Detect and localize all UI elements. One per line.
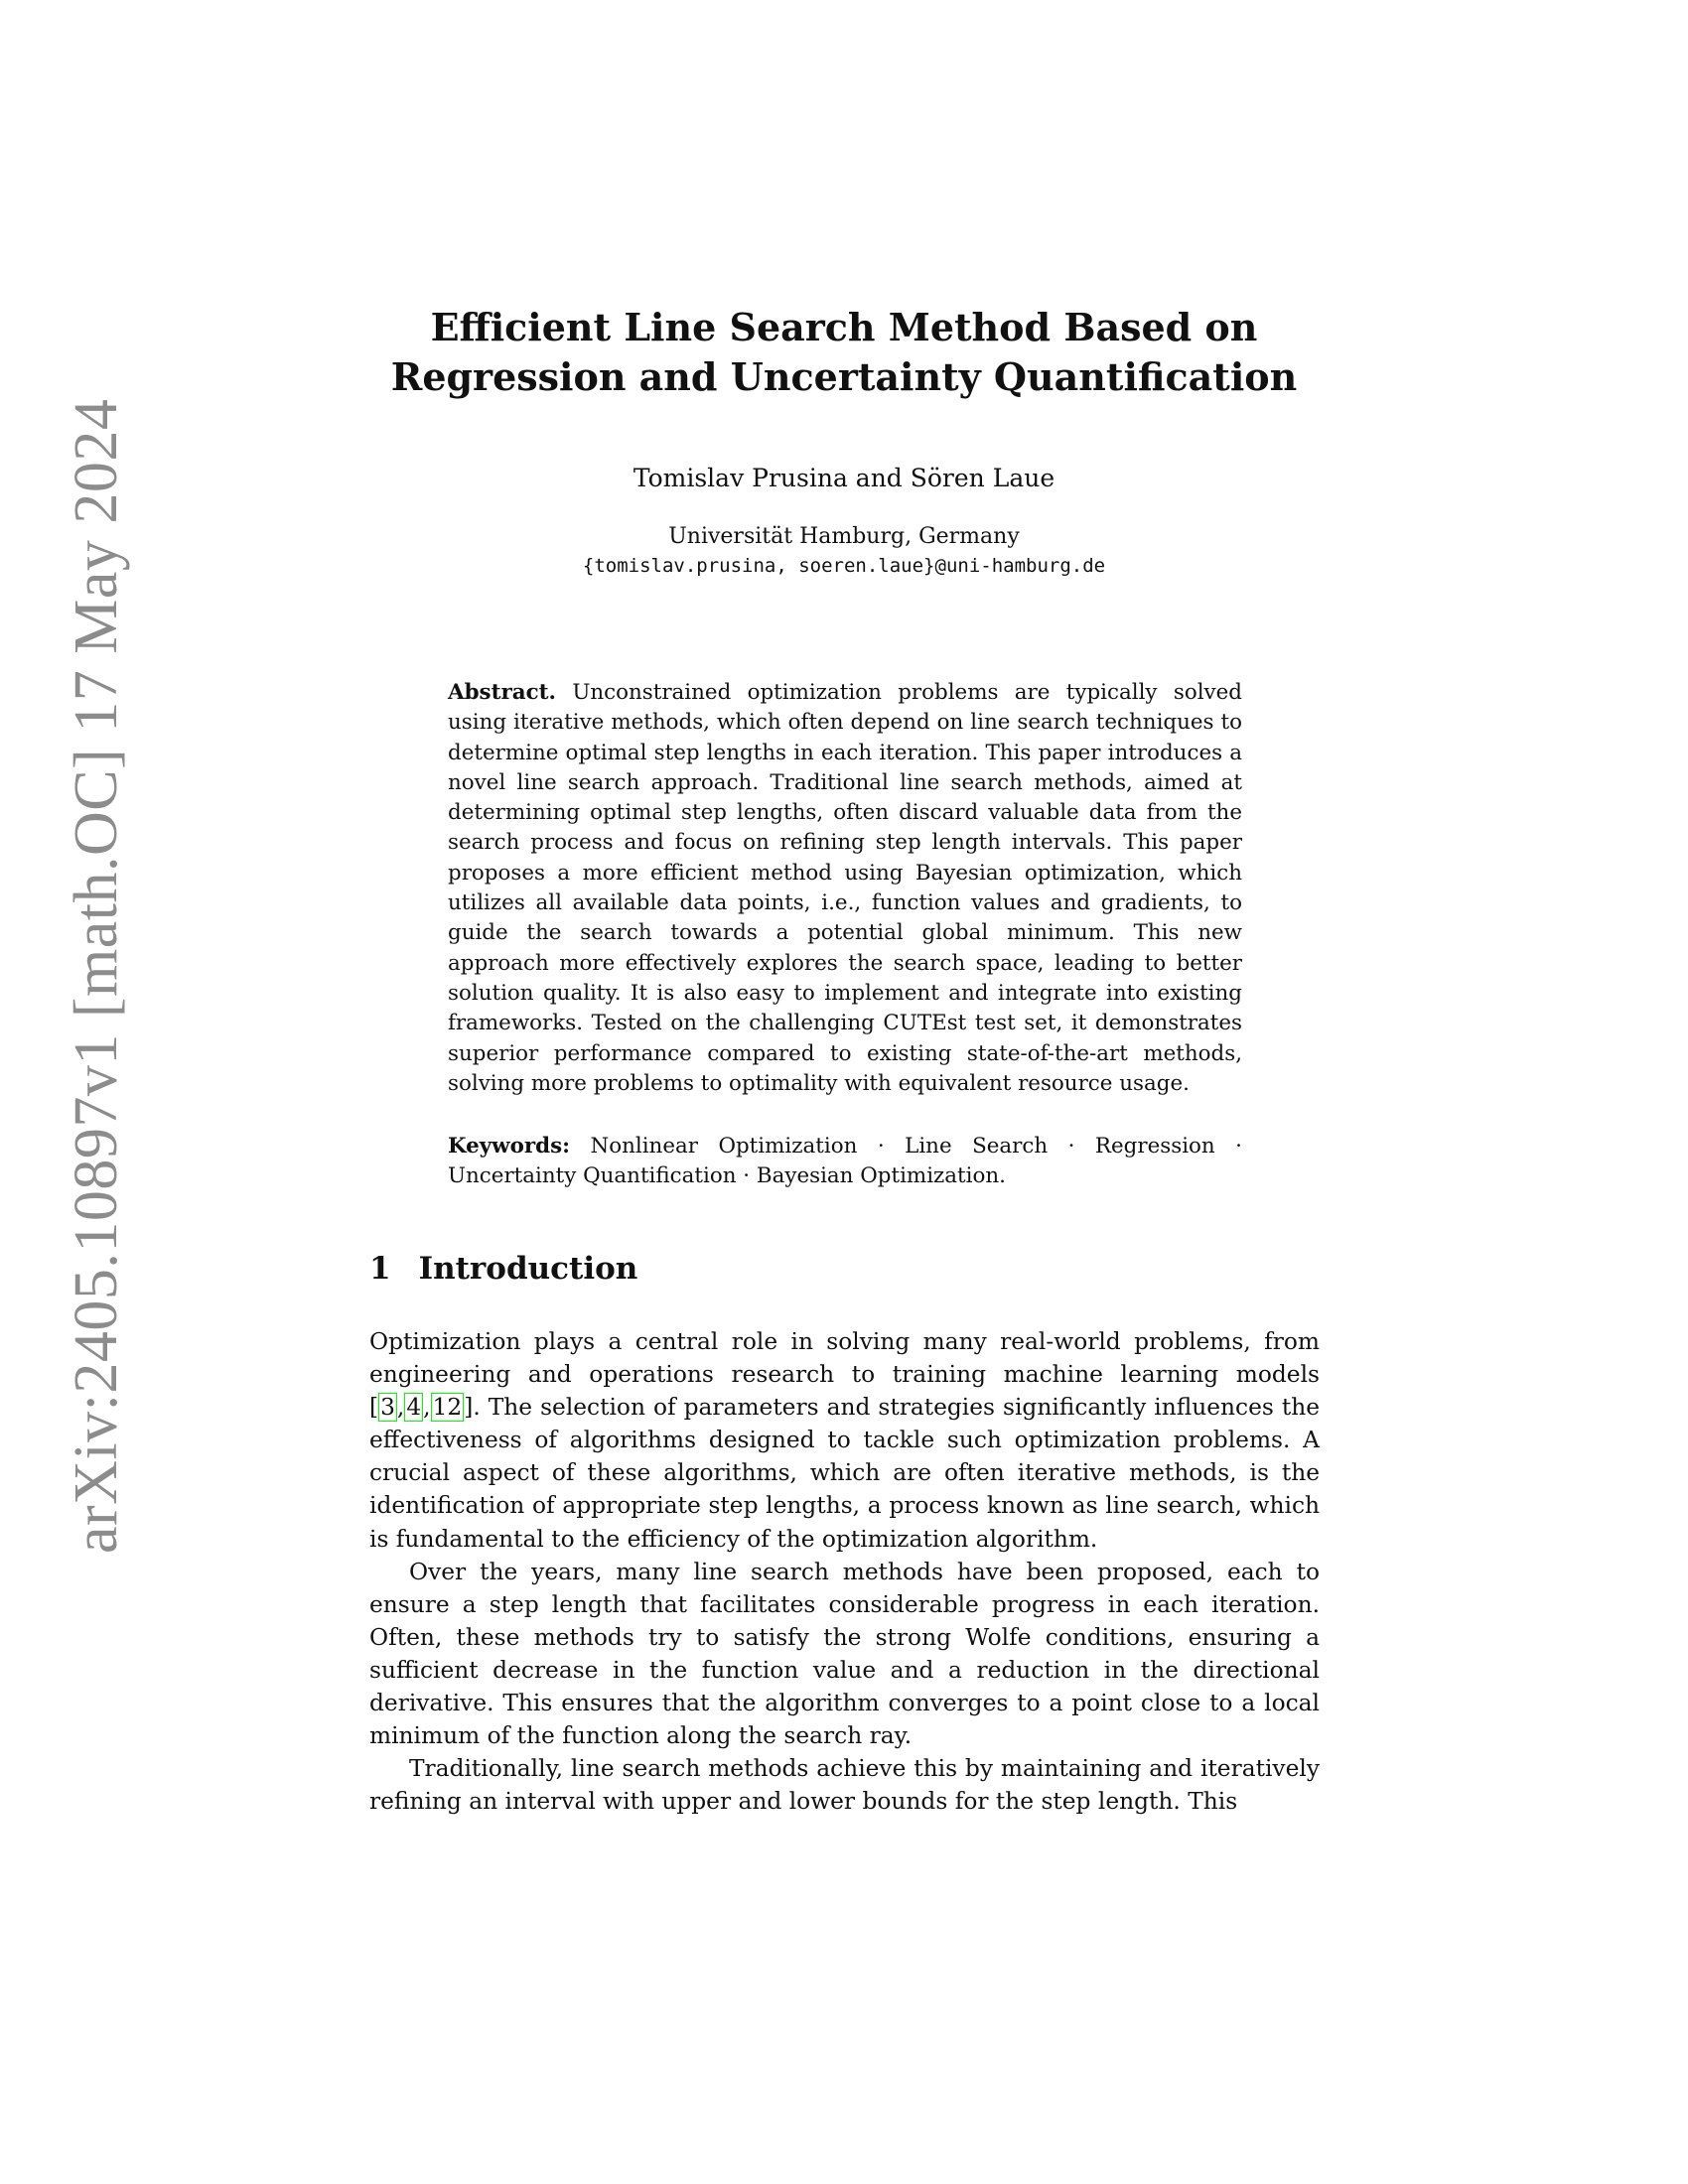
- intro-paragraph-3: Traditionally, line search methods achieve this by maintaining and iteratively refining an interval with upper and lower bounds for the step length. This: [369, 1755, 1320, 1816]
- citation-link-12[interactable]: 12: [432, 1394, 463, 1422]
- keywords-label: Keywords:: [448, 1134, 571, 1159]
- citation-link-4[interactable]: 4: [406, 1394, 422, 1422]
- author-email[interactable]: {tomislav.prusina, soeren.laue}@uni-hamburg.de: [582, 555, 1106, 577]
- intro-p1-text-b: . The selection of parameters and strategies significantly influences the effectiveness of algorithms designed to tackle such optimization problems. A crucial aspect of these algorithms, which are often iterative methods, is the identification of appropriate step lengths, a process known as line search, which is fundamental to the efficiency of the optimization algorithm.: [369, 1394, 1320, 1553]
- arxiv-identifier-stamp: arXiv:2405.10897v1 [math.OC] 17 May 2024: [63, 398, 130, 1554]
- intro-p1-text-a: Optimization plays a central role in solving many real-world problems, from engineering and operations research to training machine learning models: [369, 1328, 1320, 1389]
- intro-paragraph-1: Optimization plays a central role in solving many real-world problems, from engineering and operations research to training machine learning models [3,4,12]. The selection of parameters and strategies significantly influences the effectiveness of algorithms designed to tackle such optimization problems. A crucial aspect of these algorithms, which are often iterative methods, is the identification of appropriate step lengths, a process known as line search, which is fundamental to the efficiency of the optimization algorithm.: [369, 1328, 1320, 1553]
- author-list: Tomislav Prusina and Sören Laue: [633, 464, 1055, 492]
- author-affiliation: Universität Hamburg, Germany: [668, 524, 1020, 549]
- section-heading-introduction: [369, 1251, 637, 1287]
- intro-paragraph-2: Over the years, many line search methods have been proposed, each to ensure a step length that facilitates considerable progress in each iteration. Often, these methods try to satisfy the strong Wolfe conditions, ensuring a sufficient decrease in the function value and a reduction in the directional derivative. This ensures that the algorithm converges to a point close to a local minimum of the function along the search ray.: [369, 1558, 1320, 1750]
- abstract-text: Unconstrained optimization problems are typically solved using iterative methods, which often depend on line search techniques to determine optimal step lengths in each iteration. This paper introduces a novel line search approach. Traditional line search methods, aimed at determining optimal step lengths, often discard valuable data from the search process and focus on refining step length intervals. This paper proposes a more efficient method using Bayesian optimization, which utilizes all available data points, i.e., function values and gradients, to guide the search towards a potential global minimum. This new approach more effectively explores the search space, leading to better solution quality. It is also easy to implement and integrate into existing frameworks. Tested on the challenging CUTEst test set, it demonstrates superior performance compared to existing state-of-the-art methods, solving more problems to optimality with equivalent resource usage.: [448, 680, 1242, 1096]
- paper-title: [357, 303, 1331, 402]
- citation-link-3[interactable]: 3: [380, 1394, 395, 1422]
- section-number: 1: [369, 1251, 391, 1287]
- abstract-label: Abstract.: [448, 680, 556, 705]
- introduction-body: [369, 1325, 1320, 1818]
- title-line-2: Regression and Uncertainty Quantification: [390, 354, 1298, 399]
- abstract: [448, 678, 1242, 1099]
- keywords: [448, 1132, 1242, 1192]
- keywords-text: Nonlinear Optimization · Line Search · Regression · Uncertainty Quantification · Bayesian Optimization.: [448, 1134, 1242, 1189]
- title-line-1: Efficient Line Search Method Based on: [430, 305, 1258, 349]
- section-title: Introduction: [418, 1251, 638, 1287]
